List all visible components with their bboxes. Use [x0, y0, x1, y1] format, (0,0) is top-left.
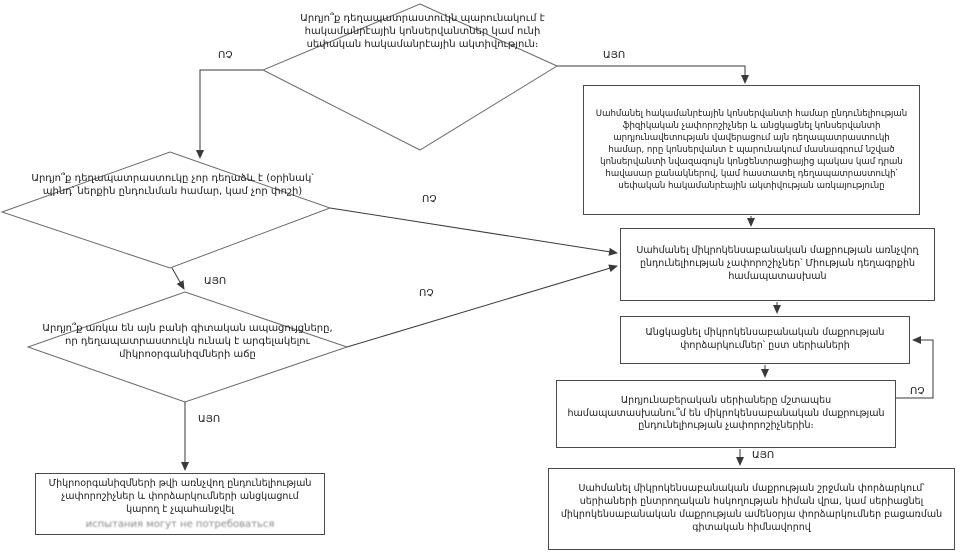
process-micro-purity-criteria: [620, 228, 935, 301]
process-no-testing-needed: [35, 473, 325, 535]
process-preservative-criteria: [583, 85, 920, 215]
label-yes-dry-form: ԱՅՈ: [204, 276, 227, 287]
process-no-testing-needed-text: Միկրոօրգանիզմների թվի առնչվող ընդունելիության չափորոշիչներ և փորձարկումների անցկացում կարող է չպահանջվել: [48, 478, 312, 515]
process-no-testing-needed-note: испытания могут не потребоваться: [85, 518, 275, 530]
process-micro-purity-criteria-text: Սահմանել միկրոկենսաբանական մաքրության առնչվող ընդունելիության չափորոշիչներ՝ Միության դեղագրքին համապատասխան: [636, 245, 919, 282]
label-yes-industrial: ԱՅՈ: [752, 450, 775, 461]
process-industrial-batches: [556, 380, 896, 448]
label-yes-evidence: ԱՅՈ: [198, 414, 221, 425]
process-periodic-testing-text: Սահմանել միկրոկենսաբանական մաքրության շրջման փորձարկում՝ սերիաների ընտրողական հսկողության հիման վրա, կամ սերիացնել միկրոկենսաբանական մաքրության ամենօրյա փորձարկումներ բացառման գիտական հիմնավորով: [560, 483, 943, 533]
process-batch-testing: [620, 316, 910, 364]
arrow-yes-to-preservative-criteria: [557, 66, 745, 83]
label-yes-preservatives: ԱՅՈ: [603, 50, 626, 61]
process-preservative-criteria-text: Սահմանել հակամանրէային կոնսերվանտի համար ընդունելիության ֆիզիկական չափորոշիչներ և անցկացնել կոնսերվանտի արդյունավետության վավերացում այն դեղապատրաստուկի համար, որը կոնսերվանտ է պարունակում մասնագրում նշված կոնսերվանտի նվազագույն կոնցենտրացիայից պակաս կամ դրան հավասար քանակներով, կամ հաստատել դեղապատրաստուկի՝ սեփական հակամանրէային ակտիվության առկայությունը: [595, 108, 908, 192]
diamond-dry-form: [2, 152, 330, 268]
arrow-no-to-dry-form: [200, 70, 263, 158]
process-industrial-batches-text: Արդյունաբերական սերիաները մշտապես համապատասխանու՞մ են միկրոկենսաբանական մաքրության ընդունելիության չափորոշիչներին։: [567, 394, 885, 432]
label-no-evidence: ՈՉ: [419, 288, 434, 299]
arrow-dryform-no-to-purity: [330, 208, 617, 253]
arrow-evidence-no-to-purity: [347, 266, 617, 347]
process-periodic-testing: [548, 468, 955, 550]
decision-scientific-evidence: Արդյո՞ք առկա են այն բանի գիտական ապացույցները, որ դեղապատրաստուկն ունակ է արգելակելու միկրոօրգանիզմների աճը: [42, 323, 333, 361]
label-no-preservatives: ՈՉ: [218, 50, 233, 61]
process-batch-testing-text: Անցկացնել միկրոկենսաբանական մաքրության փորձարկումներ՝ ըստ սերիաների: [645, 327, 885, 351]
decision-preservatives: Արդյո՞ք դեղապատրաստուկն պարունակում է հակամանրէային կոնսերվանտներ կամ ունի սեփական հակամանրէային ակտիվություն։: [300, 13, 545, 51]
decision-dry-form: Արդյո՞ք դեղապատրաստուկը չոր դեղաձև է (օրինակ՝ պինդ՝ ներքին ընդունման համար, կամ չոր փոշի): [31, 173, 314, 198]
label-no-dry-form: ՈՉ: [422, 194, 437, 205]
arrow-dryform-yes-to-evidence: [172, 268, 184, 289]
label-no-industrial: ՈՉ: [910, 386, 925, 397]
